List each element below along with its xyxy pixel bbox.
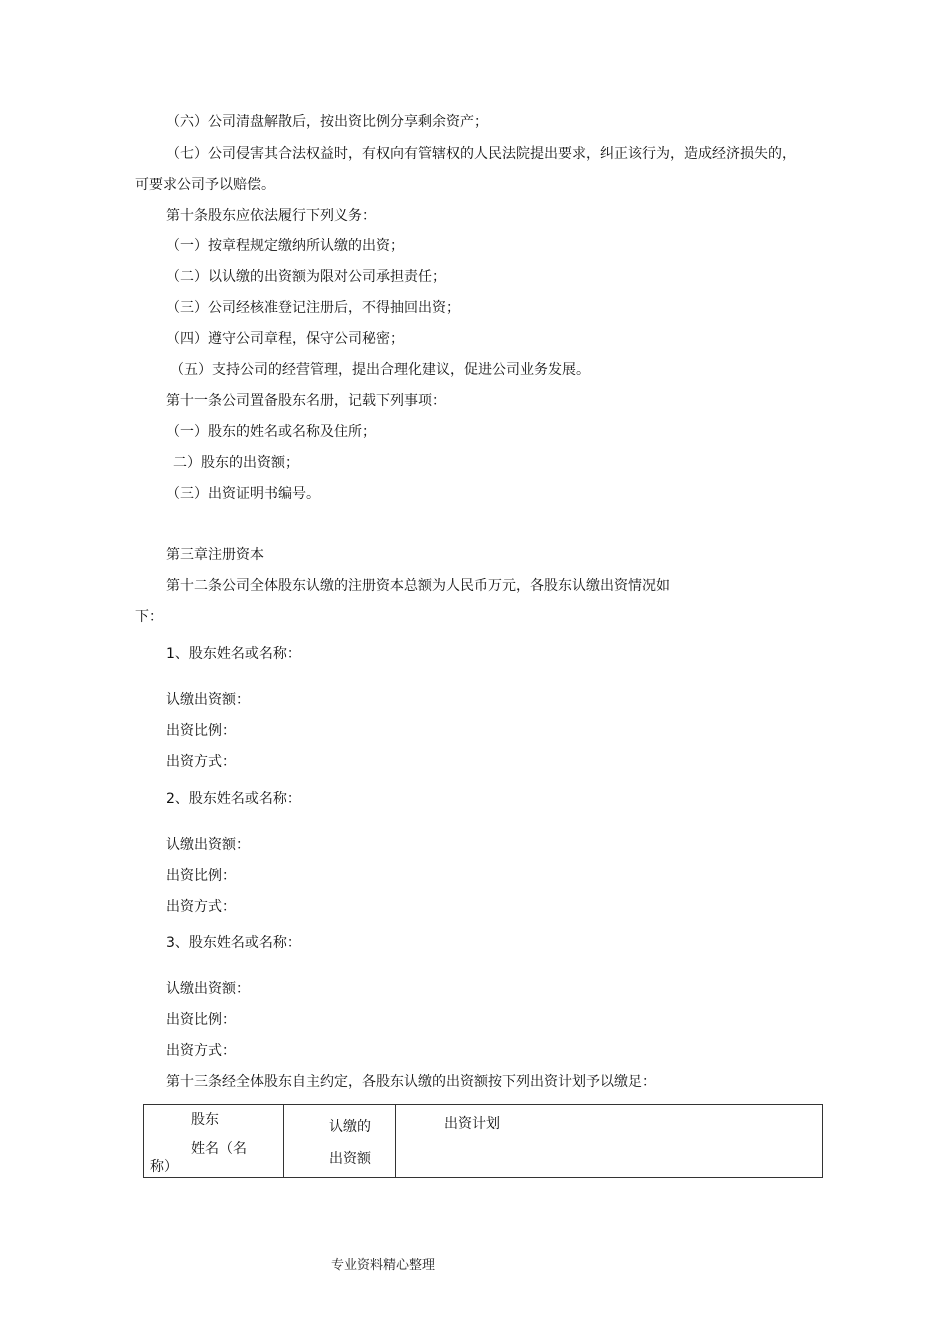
page-footer: 专业资料精心整理 xyxy=(330,1258,435,1273)
contribution-plan-table xyxy=(143,1104,823,1178)
shareholder-3-ratio-label: 出资比例： xyxy=(166,1012,236,1028)
shareholder-name-header-line2: 姓名（名 xyxy=(191,1141,247,1157)
subscribed-amount-header-line1: 认缴的 xyxy=(329,1119,371,1135)
subscribed-amount-header-cell xyxy=(284,1105,396,1178)
register-item-1: （一）股东的姓名或名称及住所； xyxy=(166,424,376,440)
shareholder-1-amount-label: 认缴出资额： xyxy=(166,692,250,708)
shareholder-2-amount-label: 认缴出资额： xyxy=(166,837,250,853)
duty-1-line: （一）按章程规定缴纳所认缴的出资； xyxy=(166,238,404,254)
duty-5-line: （五）支持公司的经营管理，提出合理化建议，促进公司业务发展。 xyxy=(170,362,590,378)
shareholder-3-method-label: 出资方式： xyxy=(166,1043,236,1059)
shareholder-1-name-label: 1、股东姓名或名称： xyxy=(166,646,301,662)
shareholder-name-header-line1: 股东 xyxy=(191,1112,219,1128)
register-item-2: 二）股东的出资额； xyxy=(173,455,299,471)
shareholder-1-ratio-label: 出资比例： xyxy=(166,723,236,739)
shareholder-3-amount-label: 认缴出资额： xyxy=(166,981,250,997)
article-12-line: 第十二条公司全体股东认缴的注册资本总额为人民币万元，各股东认缴出资情况如 xyxy=(166,578,670,594)
register-item-3: （三）出资证明书编号。 xyxy=(166,486,320,502)
article-13-line: 第十三条经全体股东自主约定，各股东认缴的出资额按下列出资计划予以缴足： xyxy=(166,1074,656,1090)
shareholder-2-ratio-label: 出资比例： xyxy=(166,868,236,884)
contribution-plan-header-cell xyxy=(396,1105,823,1178)
shareholder-1-method-label: 出资方式： xyxy=(166,754,236,770)
article-10-heading: 第十条股东应依法履行下列义务： xyxy=(166,208,376,224)
shareholder-2-name-label: 2、股东姓名或名称： xyxy=(166,791,301,807)
clause-6-line: （六）公司清盘解散后，按出资比例分享剩余资产； xyxy=(166,114,488,130)
duty-3-line: （三）公司经核准登记注册后，不得抽回出资； xyxy=(166,300,460,316)
subscribed-amount-header-line2: 出资额 xyxy=(329,1151,371,1167)
duty-4-line: （四）遵守公司章程，保守公司秘密； xyxy=(166,331,404,347)
table-row xyxy=(144,1105,823,1178)
clause-7-line: （七）公司侵害其合法权益时，有权向有管辖权的人民法院提出要求，纠正该行为，造成经济损失的， xyxy=(166,146,796,162)
clause-7-continuation: 可要求公司予以赔偿。 xyxy=(135,177,275,193)
shareholder-name-header-cell xyxy=(144,1105,284,1178)
article-11-heading: 第十一条公司置备股东名册，记载下列事项： xyxy=(166,393,446,409)
shareholder-2-method-label: 出资方式： xyxy=(166,899,236,915)
contribution-plan-header: 出资计划 xyxy=(444,1116,500,1132)
shareholder-name-header-line3: 称） xyxy=(150,1159,178,1175)
duty-2-line: （二）以认缴的出资额为限对公司承担责任； xyxy=(166,269,446,285)
article-12-continuation: 下： xyxy=(135,609,163,625)
chapter-3-title: 第三章注册资本 xyxy=(166,547,264,563)
shareholder-3-name-label: 3、股东姓名或名称： xyxy=(166,935,301,951)
